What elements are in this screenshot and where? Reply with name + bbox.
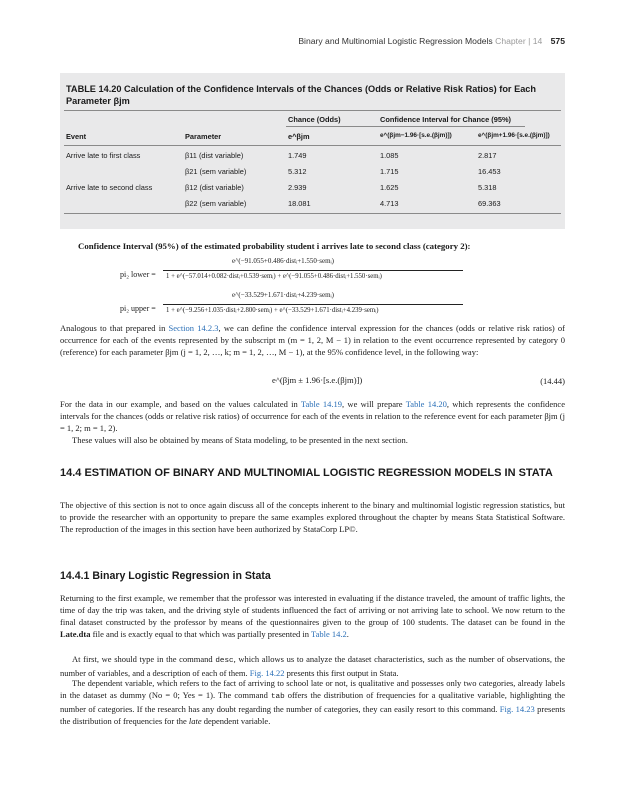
running-title: Binary and Multinomial Logistic Regression Models [298, 36, 493, 46]
paragraph-dataset: Returning to the first example, we remember that the professor was interested in evaluating if the distance traveled, the amount of traffic lights, the time of day the trip was taken, and the driving style of students influenced the fact of arriving or not arriving late to school. We now return to the final dataset constructed by the professor by means of the questionnaires given to the group of 100 students. The dataset can be found in the Late.dta file and is exactly equal to that which was partially presented in Table 14.2. [60, 593, 565, 640]
ci-title: Confidence Interval (95%) of the estimated probability student i arrives late to second class (category 2): [78, 241, 471, 251]
paragraph-ci-intro: Analogous to that prepared in Section 14.2.3, we can define the confidence interval expression for the chances (odds or relative risk ratios) of occurrence for each of the events represented by the subscript m (m = 1, 2, M − 1) in relation to the event occurrence represented by category 0 (reference) for each parameter βjm (j = 1, 2, …, k; m = 1, 2, …, M − 1), at the 95% confidence level, in the following way: [60, 323, 565, 358]
paragraph-table-ref: For the data in our example, and based on the values calculated in Table 14.19, we will prepare Table 14.20, which represents the confidence intervals for the chances (odds or relative risk ratios) of occurrence for each of the events in relation to the reference event for each parameter βjm (j = 1, 2; m = 1, 2). [60, 399, 565, 434]
eq-lower-lhs: pi₂ lower = [120, 270, 156, 279]
link-table-14-20[interactable]: Table 14.20 [405, 399, 447, 409]
eq-upper-fraction-bar [163, 304, 463, 305]
paragraph-tab-command: The dependent variable, which refers to the fact of arriving to school late or not, is qualitative and possesses only two categories, already labels in the dataset as dummy (No = 0; Yes = 1). The command tab offers the distribution of frequencies for a qualitative variable, highlighting the number of categories. If the research has any doubt regarding the number of categories, they can easily resort to this command. Fig. 14.23 presents the distribution of frequencies for the late dependent variable. [60, 678, 566, 727]
group-header-rule [286, 126, 525, 127]
paragraph-desc-command: At first, we should type in the command desc, which allows us to analyze the dataset characteristics, such as the number of observations, the number of variables, and a description of each of them. Fig. 14.22 presents this first output in Stata. [60, 654, 565, 679]
dataset-filename: Late.dta [60, 629, 91, 640]
col-header-upper: e^(βjm+1.96·[s.e.(βjm)]) [478, 132, 550, 139]
eq-upper-lhs: pi₂ upper = [120, 304, 156, 313]
table-caption: TABLE 14.20 Calculation of the Confidence Intervals of the Chances (Odds or Relative Risk Ratios) for Each Parameter βjm [66, 84, 537, 106]
table-14-20: TABLE 14.20 Calculation of the Confidence Intervals of the Chances (Odds or Relative Risk Ratios) for Each Parameter βjm Chance (Odds) Confidence Interval for Chance (95%) Event Parameter e^βjm e^(βjm−1.96·[s.e.(βjm)]) e^(βjm+1.96·[s.e.(βjm)]) Arrive late to first class β11 (dist variable) 1.749 1.085 2.817 β21 (sem variable) 5.312 1.715 16.453 Arrive late to second class β12 (dist variable) 2.939 1.625 5.318 β22 (sem variable) 18.081 4.713 69.363 [60, 73, 565, 229]
col-header-parameter: Parameter [185, 132, 222, 141]
group-header-chance: Chance (Odds) [288, 115, 341, 124]
group-header-ci: Confidence Interval for Chance (95%) [380, 115, 512, 124]
link-fig-14-22[interactable]: Fig. 14.22 [249, 668, 285, 679]
chapter-label: Chapter | 14 [495, 36, 543, 46]
page-number: 575 [550, 36, 565, 46]
table-top-rule [64, 110, 561, 111]
eq-lower-fraction-bar [163, 270, 463, 271]
link-table-14-2[interactable]: Table 14.2 [311, 629, 347, 640]
subsection-heading: 14.4.1 Binary Logistic Regression in Stata [60, 570, 271, 582]
paragraph-stata-note: These values will also be obtained by means of Stata modeling, to be presented in the next section. [72, 435, 408, 445]
col-header-chance: e^βjm [288, 132, 310, 141]
eq-upper-numerator: e^(−33.529+1.671·distᵢ+4.239·semᵢ) [232, 291, 334, 299]
variable-late: late [188, 716, 202, 727]
link-table-14-19[interactable]: Table 14.19 [300, 399, 343, 409]
link-fig-14-23[interactable]: Fig. 14.23 [499, 704, 535, 715]
col-header-event: Event [66, 132, 87, 141]
equation-14-44: e^(βjm ± 1.96·[s.e.(βjm)]) [272, 375, 363, 385]
table-bottom-rule [64, 213, 561, 214]
command-tab: tab [270, 693, 285, 702]
equation-number: (14.44) [540, 376, 565, 386]
col-header-lower: e^(βjm−1.96·[s.e.(βjm)]) [380, 132, 452, 139]
running-header [298, 36, 565, 46]
eq-lower-numerator: e^(−91.055+0.486·distᵢ+1.550·semᵢ) [232, 257, 334, 265]
eq-upper-denominator: 1 + e^(−9.256+1.035·distᵢ+2.800·semᵢ) + e^(−33.529+1.671·distᵢ+4.239·semᵢ) [166, 307, 379, 314]
eq-lower-denominator: 1 + e^(−57.014+0.082·distᵢ+0.539·semᵢ) + e^(−91.055+0.486·distᵢ+1.550·semᵢ) [166, 273, 382, 280]
table-header-rule [64, 145, 561, 146]
link-section-14-2-3[interactable]: Section 14.2.3 [168, 323, 219, 333]
section-heading: 14.4 ESTIMATION OF BINARY AND MULTINOMIAL LOGISTIC REGRESSION MODELS IN STATA [60, 467, 553, 479]
paragraph-section-objective: The objective of this section is not to once again discuss all of the concepts inherent to the binary and multinomial logistic regression statistics, but to provide the researcher with an opportunity to prepare the same examples explored throughout the chapter by means Stata Statistical Software. The reproduction of the images in this section have been authorized by StataCorp LP©. [60, 500, 565, 535]
command-desc: desc [215, 657, 234, 665]
